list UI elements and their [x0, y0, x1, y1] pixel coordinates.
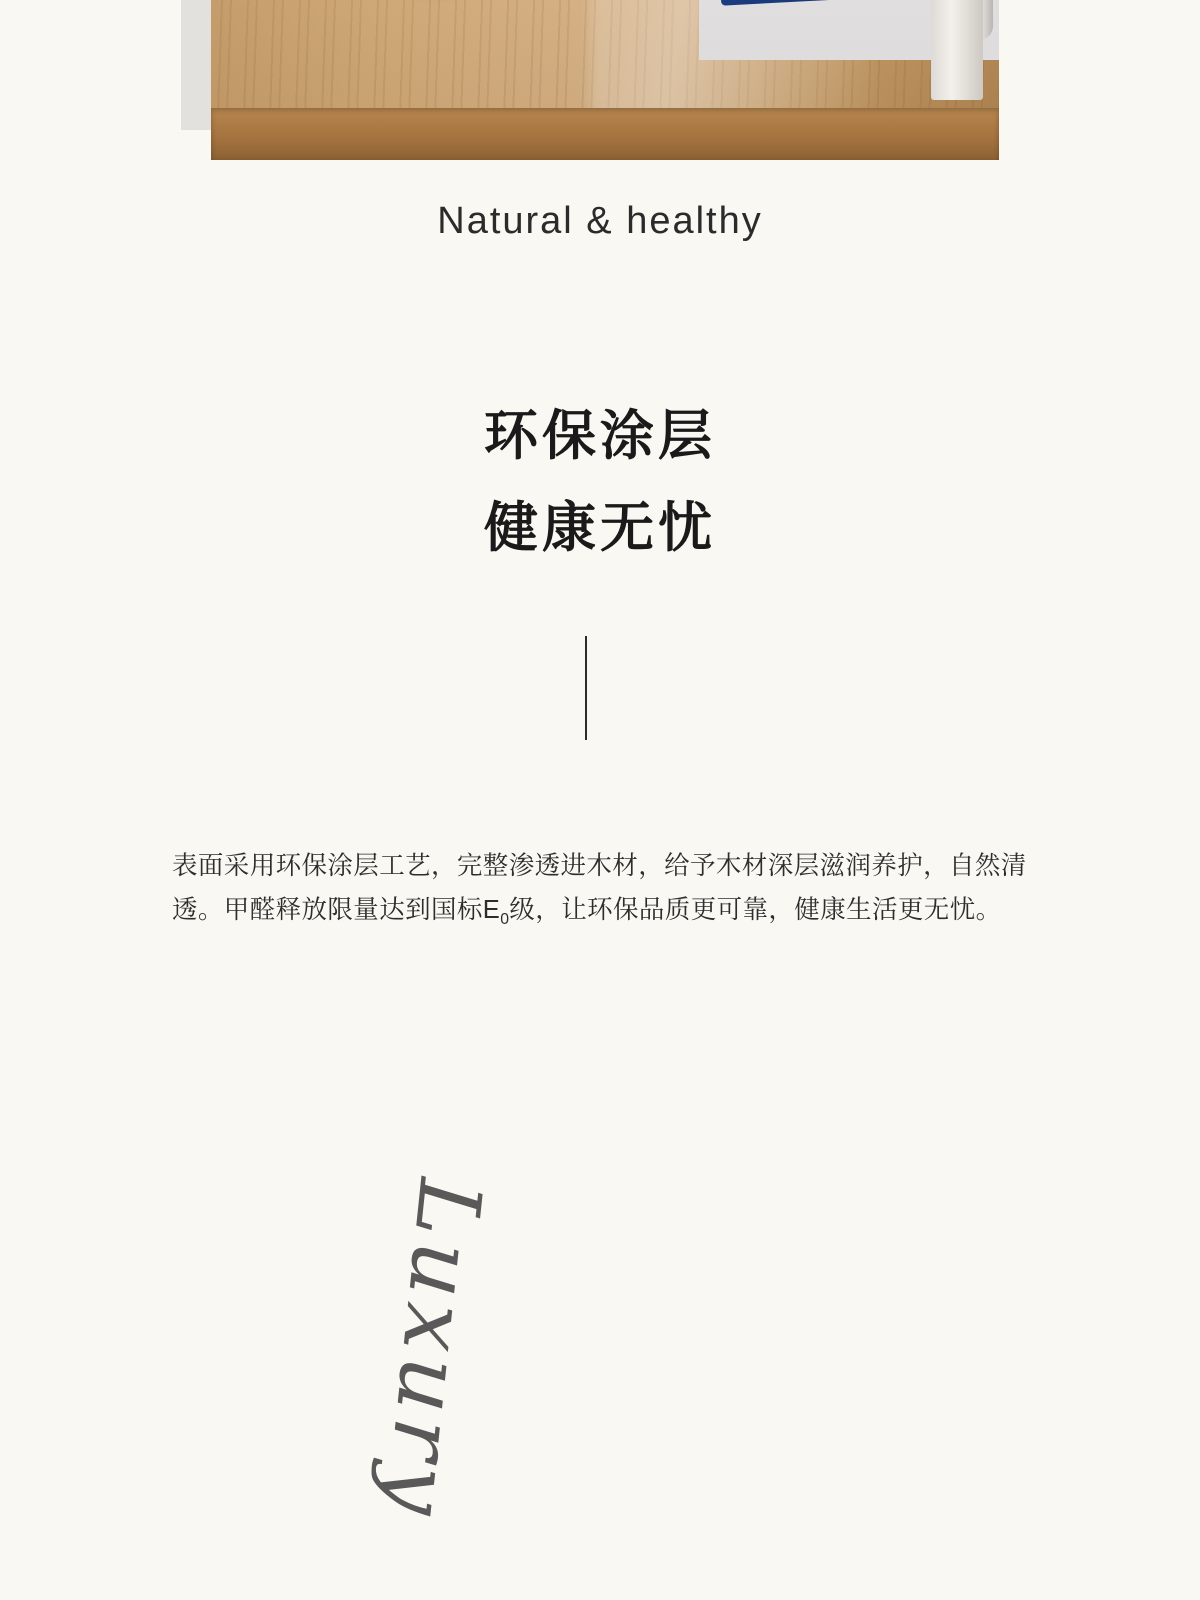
body-paragraph: [172, 844, 1030, 942]
body-paragraph-part-1: 表面采用环保涂层工艺，完整渗透进木材，给予木材深层滋润养护，自然清透。甲醛释放限量达到国标E: [172, 851, 1027, 924]
wood-plank-edge: [211, 108, 999, 160]
chinese-title-line-2: 健康无忧: [484, 498, 716, 558]
machine-blue-body: [713, 0, 941, 6]
vertical-divider: [585, 636, 587, 740]
chinese-title: [0, 390, 1200, 574]
chinese-title-line-1: 环保涂层: [484, 406, 716, 466]
hero-image: [211, 0, 999, 160]
body-paragraph-subscript: 0: [500, 910, 510, 928]
luxury-script-decoration: Luxury: [364, 1174, 500, 1526]
machine-metal-plate: [931, 0, 983, 100]
body-paragraph-part-2: 级，让环保品质更可靠，健康生活更无忧。: [509, 895, 1002, 924]
english-title: Natural & healthy: [437, 200, 763, 242]
